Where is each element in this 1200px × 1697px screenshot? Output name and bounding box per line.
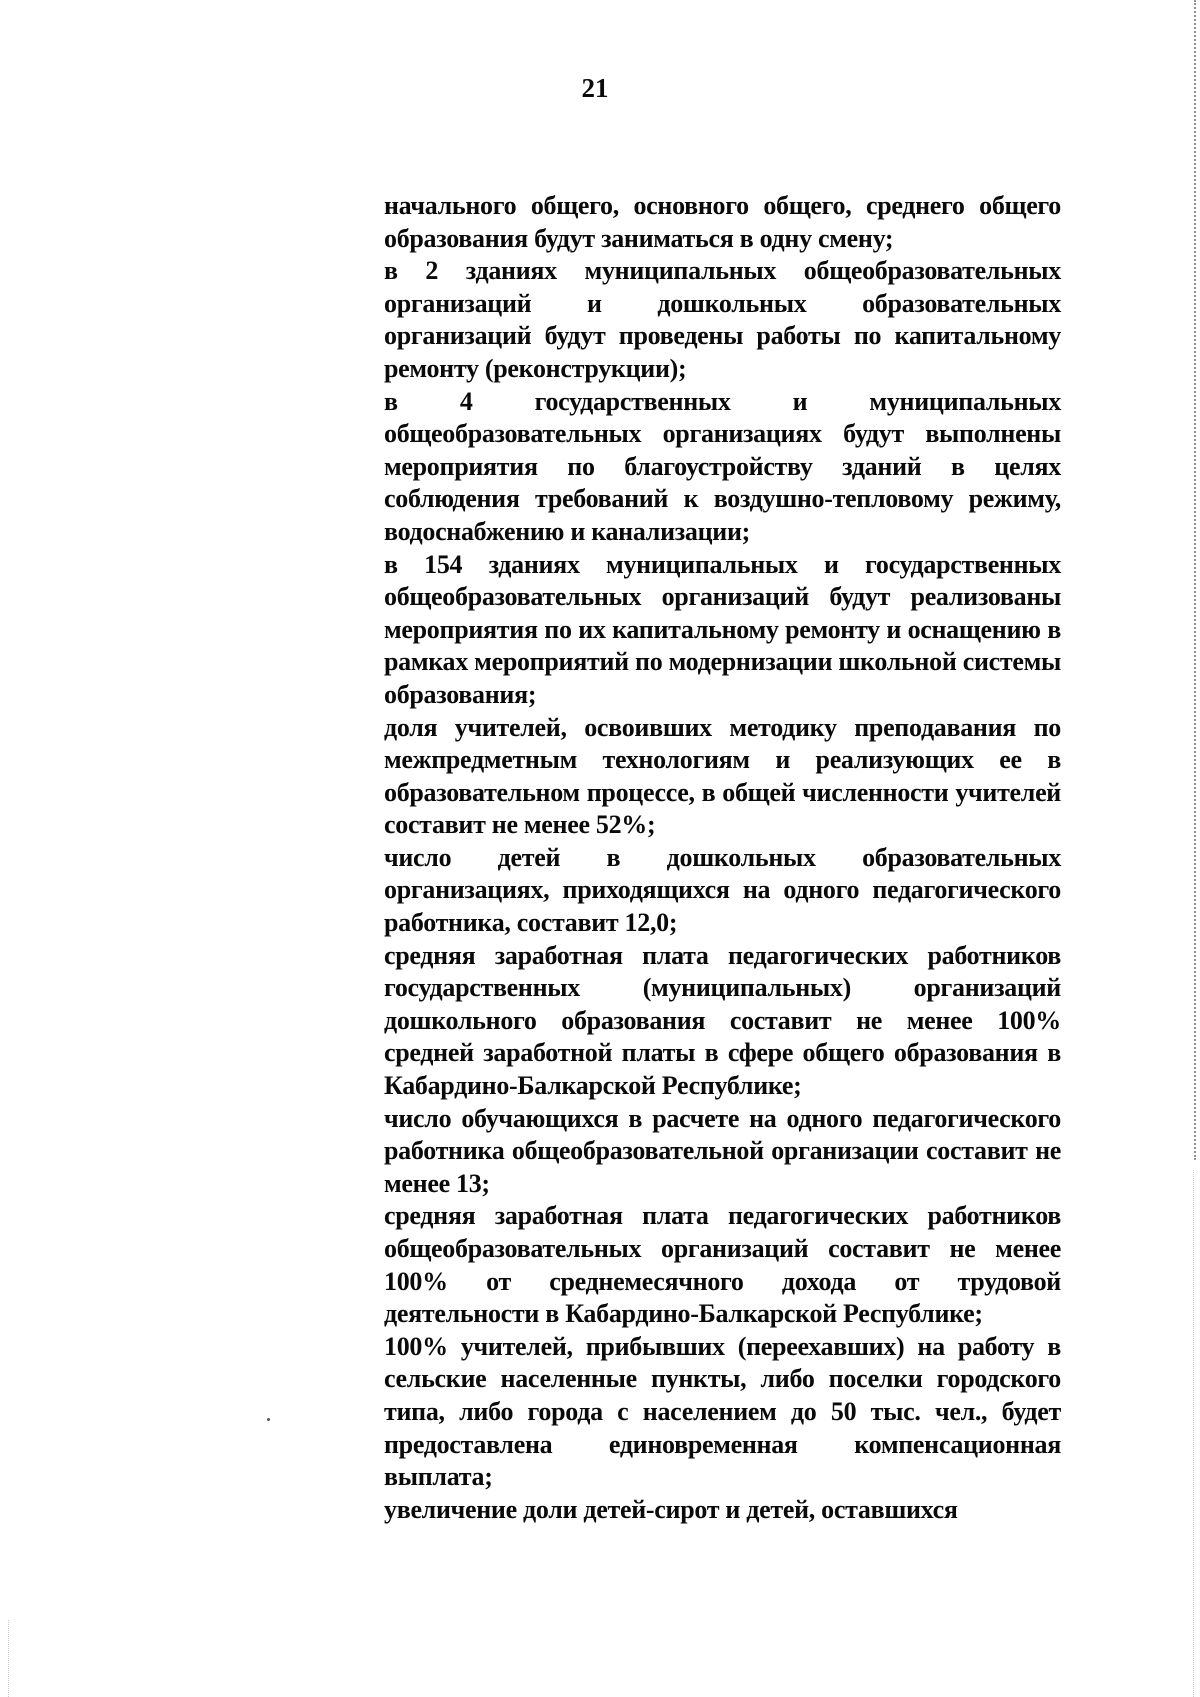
paragraph-modernization-154-buildings: в 154 зданиях муниципальных и государственных общеобразовательных организаций будут реализованы мероприятия по их капитальному ремонту и оснащению в рамках мероприятий по модернизации школьной системы образования;	[384, 549, 1061, 709]
paragraph-children-per-teacher: число детей в дошкольных образовательных организациях, приходящихся на одного педагогического работника, составит 12,0;	[384, 842, 1061, 938]
page-number: 21	[581, 73, 609, 103]
paragraph-school-salary: средняя заработная плата педагогических работников общеобразовательных организаций составит не менее 100% от среднемесячного дохода от трудовой деятельности в Кабардино-Балкарской Республике;	[384, 1201, 1061, 1329]
paragraph-preschool-salary: средняя заработная плата педагогических работников государственных (муниципальных) организаций дошкольного образования составит не менее 100% средней заработной платы в сфере общего образования в Кабардино-Балкарской Республике;	[384, 940, 1061, 1101]
scan-edge-artifact-lower	[1191, 1170, 1194, 1697]
paragraph-teachers-share: доля учителей, освоивших методику преподавания по межпредметным технологиям и реализующих ее в образовательном процессе, в общей численности учителей составит не менее 52%;	[384, 712, 1061, 840]
paragraph-rural-teachers-compensation: 100% учителей, прибывших (переехавших) на работу в сельские населенные пункты, либо поселки городского типа, либо города с населением до 50 тыс. чел., будет предоставлена единовременная компенсационная выплата;	[384, 1331, 1061, 1492]
paragraph-single-shift: начального общего, основного общего, среднего общего образования будут заниматься в одну смену;	[384, 191, 1061, 253]
paragraph-orphans-share: увеличение доли детей-сирот и детей, оставшихся	[384, 1494, 958, 1524]
document-body	[384, 190, 1061, 1526]
scan-edge-artifact-left	[8, 1620, 11, 1697]
paragraph-capital-repair-2-buildings: в 2 зданиях муниципальных общеобразовательных организаций и дошкольных образовательных организаций будут проведены работы по капитальному ремонту (реконструкции);	[384, 256, 1061, 383]
scan-speck	[267, 1418, 270, 1421]
paragraph-improvement-4-organizations: в 4 государственных и муниципальных общеобразовательных организациях будут выполнены мероприятия по благоустройству зданий в целях соблюдения требований к воздушно-тепловому режиму, водоснабжению и канализации;	[384, 386, 1061, 546]
paragraph-students-per-teacher: число обучающихся в расчете на одного педагогического работника общеобразовательной организации составит не менее 13;	[384, 1103, 1061, 1198]
scan-edge-artifact	[1191, 0, 1196, 1160]
